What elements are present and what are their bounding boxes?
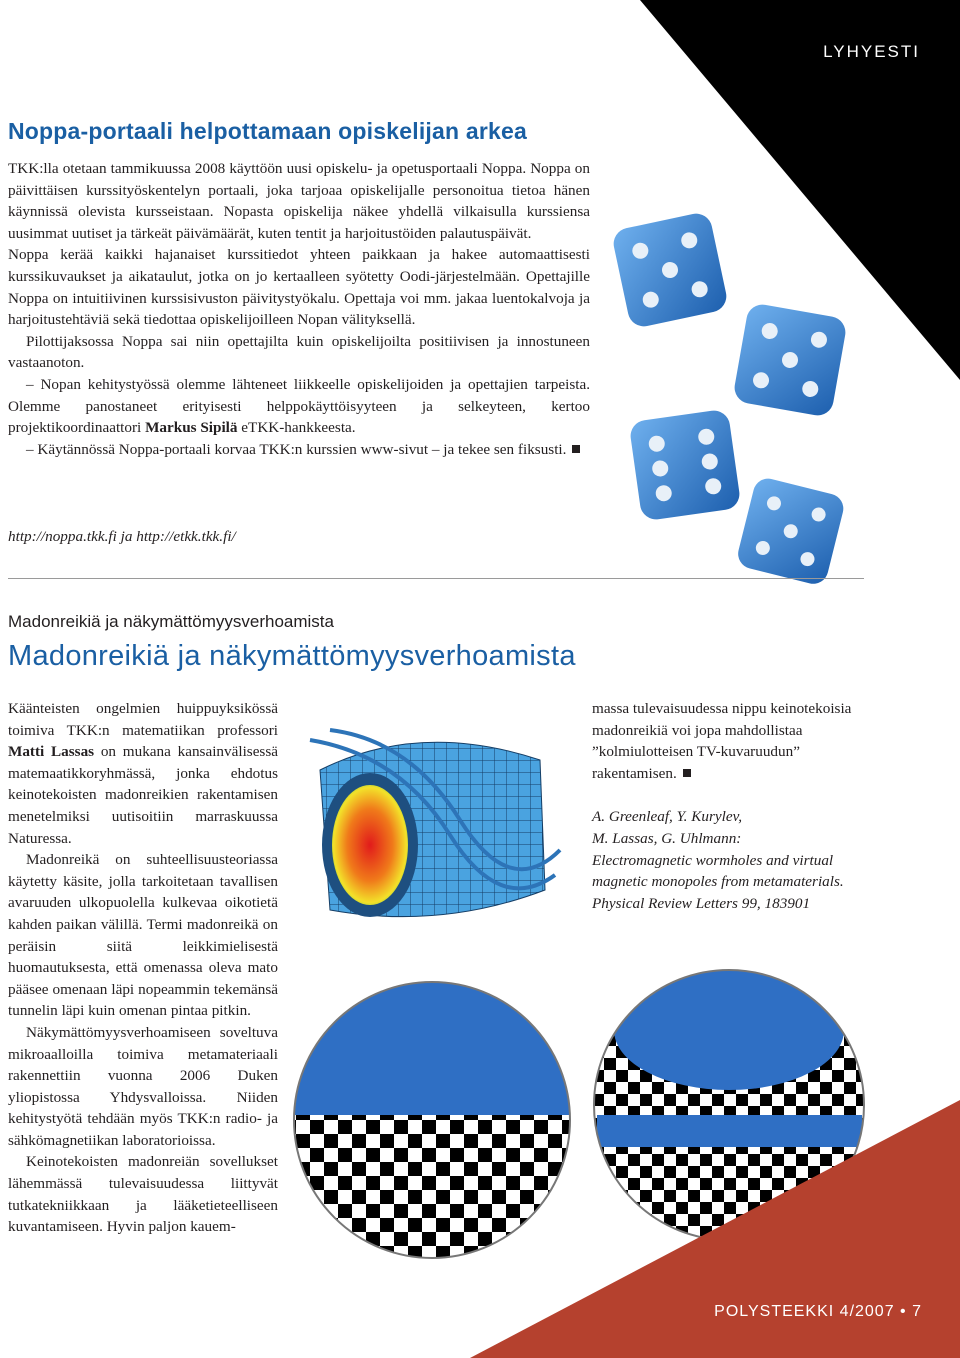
article2-column-3 <box>592 698 864 914</box>
article2-kicker: Madonreikiä ja näkymättömyysverhoamista <box>8 612 334 631</box>
article2-title: Madonreikiä ja näkymättömyysverhoamista <box>8 640 576 672</box>
wormhole-cylinder-illustration <box>290 700 585 940</box>
article1-links[interactable]: http://noppa.tkk.fi ja http://etkk.tkk.fi/ <box>8 528 236 545</box>
reference-citation: Electromagnetic wormholes and virtual magnetic monopoles from metamaterials. Physical Review Letters 99, 183901 <box>592 851 844 912</box>
article1-paragraph: TKK:lla otetaan tammikuussa 2008 käyttöön uusi opiskelu- ja opetusportaali Noppa. Noppa on päivittäisen kurssityöskentelyn portaali, joka tarjoaa opiskelijalle personoitua tietoa hänen käynnissä olevista kursseistaan. Nopasta opiskelija näkee yhdellä vilkaisulla kurssiensa uusimmat uutiset ja tärkeät päivämäärät, kuten tentit ja harjoitustöiden palautuspäivät. <box>8 160 590 242</box>
article1-quote: – Nopan kehitystyössä olemme lähteneet liikkeelle opiskelijoiden ja opettajien tarpeista. Olemme panostaneet erityisesti helppokäyttöisyyteen ja selkeyteen, kertoo projektikoordinaattori Markus Sipilä eTKK-hankkeesta. <box>8 375 590 437</box>
article1-body <box>8 158 590 460</box>
article2-paragraph: Käänteisten ongelmien huippuyksikössä toimiva TKK:n matematiikan professori Matti Lassas on mukana kansainvälisessä matemaatikkoryhmässä, jonka ehdotus keinotekoisten madonreikien rakentamisen menetelmiksi uutisoitiin marraskuussa Naturessa. <box>8 700 278 847</box>
end-mark <box>683 769 691 777</box>
section-divider <box>8 578 864 579</box>
article1-title: Noppa-portaali helpottamaan opiskelijan arkea <box>8 118 527 144</box>
reference <box>592 806 864 914</box>
reference-authors: M. Lassas, G. Uhlmann: <box>592 829 742 847</box>
section-label: LYHYESTI <box>823 42 920 61</box>
article2-paragraph: Keinotekoisten madonreiän sovellukset lähemmässä tulevaisuudessa liittyvät tutkatekniikkaan ja lääketieteelliseen kuvantamiseen. Hyvin paljon kauem- <box>8 1153 278 1236</box>
person-name: Markus Sipilä <box>145 419 238 437</box>
die-icon <box>629 409 742 522</box>
article2-paragraph: Näkymättömyysverhoamiseen soveltuva mikroaalloilla toimiva metamateriaali rakennettiin vuonna 2006 Duken yliopistossa Yhdysvalloissa. Niiden kehitystyötä tehdään myös TKK:n radio- ja sähkömagnetiikan laboratorioissa. <box>8 1023 278 1149</box>
die-icon <box>611 211 730 330</box>
person-name: Matti Lassas <box>8 743 95 761</box>
article2-paragraph: Madonreikä on suhteellisuusteoriassa käytetty käsite, jolla tarkoitetaan tavallisen avaruuden ulkopuolella kulkevaa oikotietä kahden paikan välillä. Termi madonreikä on peräisin siitä leikkimielisestä huomautuksesta, että omenassa oleva mato pääsee omenaan läpi nopeammin tekemänsä tunnelin läpi kuin omenan pintaa pitkin. <box>8 851 278 1020</box>
article1-quote: – Käytännössä Noppa-portaali korvaa TKK:n kurssien www-sivut – ja tekee sen fiksusti. <box>8 439 590 461</box>
article1-paragraph: Pilottijaksossa Noppa sai niin opettajilta kuin opiskelijoilta positiivisen ja innostuneen vastaanoton. <box>8 332 590 372</box>
page-footer: POLYSTEEKKI 4/2007 • 7 <box>714 1303 922 1320</box>
dice-illustration <box>600 200 870 585</box>
die-icon <box>735 475 847 585</box>
die-icon <box>732 302 848 418</box>
reference-authors: A. Greenleaf, Y. Kurylev, <box>592 808 743 826</box>
article2-paragraph-end: massa tulevaisuudessa nippu keinotekoisia madonreikiä voi jopa mahdollistaa ”kolmiulotteisen TV-kuvaruudun” rakentamisen. <box>592 700 852 782</box>
end-mark <box>572 445 580 453</box>
article1-paragraph: Noppa kerää kaikki hajanaiset kurssitiedot yhteen paikkaan ja hakee automaattisesti kurssikuvaukset ja aikataulut, jotka on jo kertaalleen syötetty Oodi-järjestelmään. Opettajille Noppa on intuitiivinen kurssisivuston päivitystyökalu. Opettaja voi mm. jakaa luentokalvoja ja harjoitustehtäviä sekä tiedottaa opiskelijoilleen Nopan välityksellä. <box>8 246 590 329</box>
